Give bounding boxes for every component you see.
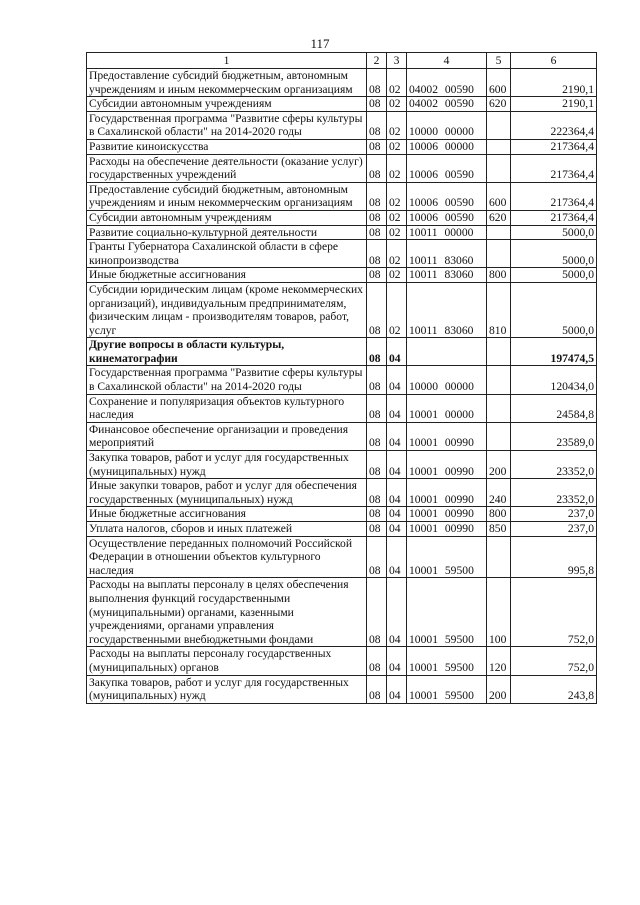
table-row — [87, 522, 597, 537]
row-section-cell: 08 — [367, 338, 387, 366]
row-sum-cell: 217364,4 — [511, 182, 597, 210]
row-sum-cell: 197474,5 — [511, 338, 597, 366]
table-row — [87, 647, 597, 675]
row-subsection-cell: 04 — [387, 507, 407, 522]
row-target-article-cell: 10001 00990 — [407, 507, 487, 522]
row-subsection-cell: 04 — [387, 394, 407, 422]
row-expense-type-cell — [487, 240, 511, 268]
row-target-article-cell: 04002 00590 — [407, 97, 487, 112]
row-expense-type-cell: 800 — [487, 268, 511, 283]
table-row — [87, 366, 597, 394]
row-target-article-cell: 10011 83060 — [407, 282, 487, 337]
row-expense-type-cell — [487, 422, 511, 450]
row-target-article-cell: 10001 59500 — [407, 647, 487, 675]
row-expense-type-cell: 620 — [487, 97, 511, 112]
row-name-cell: Закупка товаров, работ и услуг для государственных (муниципальных) нужд — [87, 451, 367, 479]
row-name-cell: Субсидии автономным учреждениям — [87, 210, 367, 225]
row-name-cell: Государственная программа "Развитие сферы культуры в Сахалинской области" на 2014-2020 годы — [87, 366, 367, 394]
row-name-cell: Расходы на выплаты персоналу в целях обеспечения выполнения функций государственными (муниципальными) органами, казенными учреждениями, органами управления государственными внебюджетными фондами — [87, 578, 367, 647]
table-header-row — [87, 53, 597, 69]
row-subsection-cell: 04 — [387, 522, 407, 537]
table-row — [87, 338, 597, 366]
row-name-cell: Расходы на выплаты персоналу государственных (муниципальных) органов — [87, 647, 367, 675]
row-expense-type-cell: 600 — [487, 69, 511, 97]
row-section-cell: 08 — [367, 225, 387, 240]
row-sum-cell: 752,0 — [511, 647, 597, 675]
row-expense-type-cell — [487, 225, 511, 240]
row-expense-type-cell: 850 — [487, 522, 511, 537]
table-row — [87, 210, 597, 225]
table-row — [87, 69, 597, 97]
row-target-article-cell: 10000 00000 — [407, 366, 487, 394]
page-number: 117 — [310, 36, 330, 51]
table-row — [87, 282, 597, 337]
table-row — [87, 111, 597, 139]
row-target-article-cell: 10006 00000 — [407, 139, 487, 154]
row-name-cell: Закупка товаров, работ и услуг для государственных (муниципальных) нужд — [87, 675, 367, 703]
row-name-cell: Предоставление субсидий бюджетным, автономным учреждениям и иным некоммерческим организациям — [87, 69, 367, 97]
budget-table — [86, 52, 597, 704]
row-expense-type-cell: 100 — [487, 578, 511, 647]
table-row — [87, 479, 597, 507]
row-target-article-cell: 10001 00990 — [407, 422, 487, 450]
row-target-article-cell — [407, 338, 487, 366]
header-cell: 4 — [407, 53, 487, 69]
table-row — [87, 225, 597, 240]
row-target-article-cell: 10001 59500 — [407, 675, 487, 703]
row-subsection-cell: 02 — [387, 139, 407, 154]
row-expense-type-cell — [487, 139, 511, 154]
row-name-cell: Государственная программа "Развитие сферы культуры в Сахалинской области" на 2014-2020 годы — [87, 111, 367, 139]
row-target-article-cell: 10001 00990 — [407, 479, 487, 507]
row-sum-cell: 2190,1 — [511, 69, 597, 97]
row-section-cell: 08 — [367, 182, 387, 210]
row-sum-cell: 237,0 — [511, 507, 597, 522]
row-name-cell: Иные бюджетные ассигнования — [87, 268, 367, 283]
row-expense-type-cell — [487, 338, 511, 366]
header-cell: 5 — [487, 53, 511, 69]
row-section-cell: 08 — [367, 111, 387, 139]
row-subsection-cell: 02 — [387, 69, 407, 97]
row-section-cell: 08 — [367, 69, 387, 97]
row-sum-cell: 2190,1 — [511, 97, 597, 112]
table-row — [87, 422, 597, 450]
row-subsection-cell: 04 — [387, 647, 407, 675]
row-target-article-cell: 10001 59500 — [407, 536, 487, 578]
row-target-article-cell: 10011 83060 — [407, 240, 487, 268]
row-subsection-cell: 04 — [387, 479, 407, 507]
row-expense-type-cell: 810 — [487, 282, 511, 337]
row-sum-cell: 5000,0 — [511, 268, 597, 283]
row-subsection-cell: 04 — [387, 578, 407, 647]
row-target-article-cell: 10006 00590 — [407, 154, 487, 182]
row-sum-cell: 243,8 — [511, 675, 597, 703]
row-subsection-cell: 02 — [387, 268, 407, 283]
row-expense-type-cell — [487, 536, 511, 578]
row-name-cell: Финансовое обеспечение организации и проведения мероприятий — [87, 422, 367, 450]
row-target-article-cell: 04002 00590 — [407, 69, 487, 97]
row-expense-type-cell — [487, 366, 511, 394]
row-name-cell: Субсидии юридическим лицам (кроме некоммерческих организаций), индивидуальным предпринимателям, физическим лицам - производителям товаров, работ, услуг — [87, 282, 367, 337]
row-expense-type-cell: 240 — [487, 479, 511, 507]
table-row — [87, 394, 597, 422]
row-section-cell: 08 — [367, 507, 387, 522]
row-sum-cell: 5000,0 — [511, 240, 597, 268]
table-row — [87, 578, 597, 647]
row-name-cell: Сохранение и популяризация объектов культурного наследия — [87, 394, 367, 422]
table-row — [87, 240, 597, 268]
row-expense-type-cell — [487, 394, 511, 422]
row-expense-type-cell: 620 — [487, 210, 511, 225]
row-name-cell: Предоставление субсидий бюджетным, автономным учреждениям и иным некоммерческим организациям — [87, 182, 367, 210]
row-subsection-cell: 04 — [387, 536, 407, 578]
row-section-cell: 08 — [367, 240, 387, 268]
row-target-article-cell: 10006 00590 — [407, 182, 487, 210]
row-section-cell: 08 — [367, 479, 387, 507]
table-row — [87, 536, 597, 578]
table-row — [87, 182, 597, 210]
row-sum-cell: 120434,0 — [511, 366, 597, 394]
row-name-cell: Развитие социально-культурной деятельности — [87, 225, 367, 240]
table-row — [87, 507, 597, 522]
row-target-article-cell: 10011 83060 — [407, 268, 487, 283]
row-sum-cell: 23352,0 — [511, 451, 597, 479]
row-sum-cell: 752,0 — [511, 578, 597, 647]
row-sum-cell: 217364,4 — [511, 139, 597, 154]
row-subsection-cell: 04 — [387, 675, 407, 703]
row-section-cell: 08 — [367, 422, 387, 450]
row-name-cell: Субсидии автономным учреждениям — [87, 97, 367, 112]
row-name-cell: Развитие киноискусства — [87, 139, 367, 154]
header-cell: 1 — [87, 53, 367, 69]
header-cell: 3 — [387, 53, 407, 69]
row-subsection-cell: 02 — [387, 182, 407, 210]
row-section-cell: 08 — [367, 522, 387, 537]
row-expense-type-cell — [487, 111, 511, 139]
row-section-cell: 08 — [367, 210, 387, 225]
row-section-cell: 08 — [367, 139, 387, 154]
row-subsection-cell: 02 — [387, 282, 407, 337]
row-section-cell: 08 — [367, 268, 387, 283]
table-row — [87, 675, 597, 703]
row-name-cell: Осуществление переданных полномочий Российской Федерации в отношении объектов культурного наследия — [87, 536, 367, 578]
row-name-cell: Другие вопросы в области культуры, кинематографии — [87, 338, 367, 366]
row-target-article-cell: 10000 00000 — [407, 111, 487, 139]
table-row — [87, 139, 597, 154]
row-subsection-cell: 02 — [387, 111, 407, 139]
row-sum-cell: 24584,8 — [511, 394, 597, 422]
row-target-article-cell: 10001 59500 — [407, 578, 487, 647]
row-section-cell: 08 — [367, 394, 387, 422]
row-expense-type-cell: 200 — [487, 675, 511, 703]
row-expense-type-cell — [487, 154, 511, 182]
table-row — [87, 268, 597, 283]
table-row — [87, 154, 597, 182]
row-sum-cell: 995,8 — [511, 536, 597, 578]
row-subsection-cell: 04 — [387, 338, 407, 366]
row-subsection-cell: 04 — [387, 422, 407, 450]
row-name-cell: Расходы на обеспечение деятельности (оказание услуг) государственных учреждений — [87, 154, 367, 182]
row-target-article-cell: 10006 00590 — [407, 210, 487, 225]
row-name-cell: Уплата налогов, сборов и иных платежей — [87, 522, 367, 537]
row-sum-cell: 23352,0 — [511, 479, 597, 507]
row-expense-type-cell: 800 — [487, 507, 511, 522]
row-target-article-cell: 10001 00990 — [407, 522, 487, 537]
row-subsection-cell: 04 — [387, 451, 407, 479]
row-section-cell: 08 — [367, 366, 387, 394]
row-section-cell: 08 — [367, 451, 387, 479]
row-sum-cell: 222364,4 — [511, 111, 597, 139]
row-subsection-cell: 02 — [387, 225, 407, 240]
row-section-cell: 08 — [367, 536, 387, 578]
row-section-cell: 08 — [367, 282, 387, 337]
row-name-cell: Иные бюджетные ассигнования — [87, 507, 367, 522]
row-sum-cell: 5000,0 — [511, 225, 597, 240]
row-target-article-cell: 10011 00000 — [407, 225, 487, 240]
row-sum-cell: 237,0 — [511, 522, 597, 537]
row-sum-cell: 217364,4 — [511, 210, 597, 225]
row-subsection-cell: 04 — [387, 366, 407, 394]
row-section-cell: 08 — [367, 97, 387, 112]
row-subsection-cell: 02 — [387, 240, 407, 268]
row-expense-type-cell: 120 — [487, 647, 511, 675]
row-sum-cell: 217364,4 — [511, 154, 597, 182]
row-section-cell: 08 — [367, 675, 387, 703]
row-sum-cell: 23589,0 — [511, 422, 597, 450]
row-target-article-cell: 10001 00000 — [407, 394, 487, 422]
row-subsection-cell: 02 — [387, 97, 407, 112]
row-subsection-cell: 02 — [387, 210, 407, 225]
header-cell: 6 — [511, 53, 597, 69]
row-expense-type-cell: 200 — [487, 451, 511, 479]
row-subsection-cell: 02 — [387, 154, 407, 182]
row-expense-type-cell: 600 — [487, 182, 511, 210]
table-row — [87, 97, 597, 112]
row-sum-cell: 5000,0 — [511, 282, 597, 337]
row-name-cell: Гранты Губернатора Сахалинской области в сфере кинопроизводства — [87, 240, 367, 268]
header-cell: 2 — [367, 53, 387, 69]
table-row — [87, 451, 597, 479]
row-section-cell: 08 — [367, 154, 387, 182]
row-section-cell: 08 — [367, 578, 387, 647]
row-name-cell: Иные закупки товаров, работ и услуг для обеспечения государственных (муниципальных) нужд — [87, 479, 367, 507]
row-section-cell: 08 — [367, 647, 387, 675]
row-target-article-cell: 10001 00990 — [407, 451, 487, 479]
